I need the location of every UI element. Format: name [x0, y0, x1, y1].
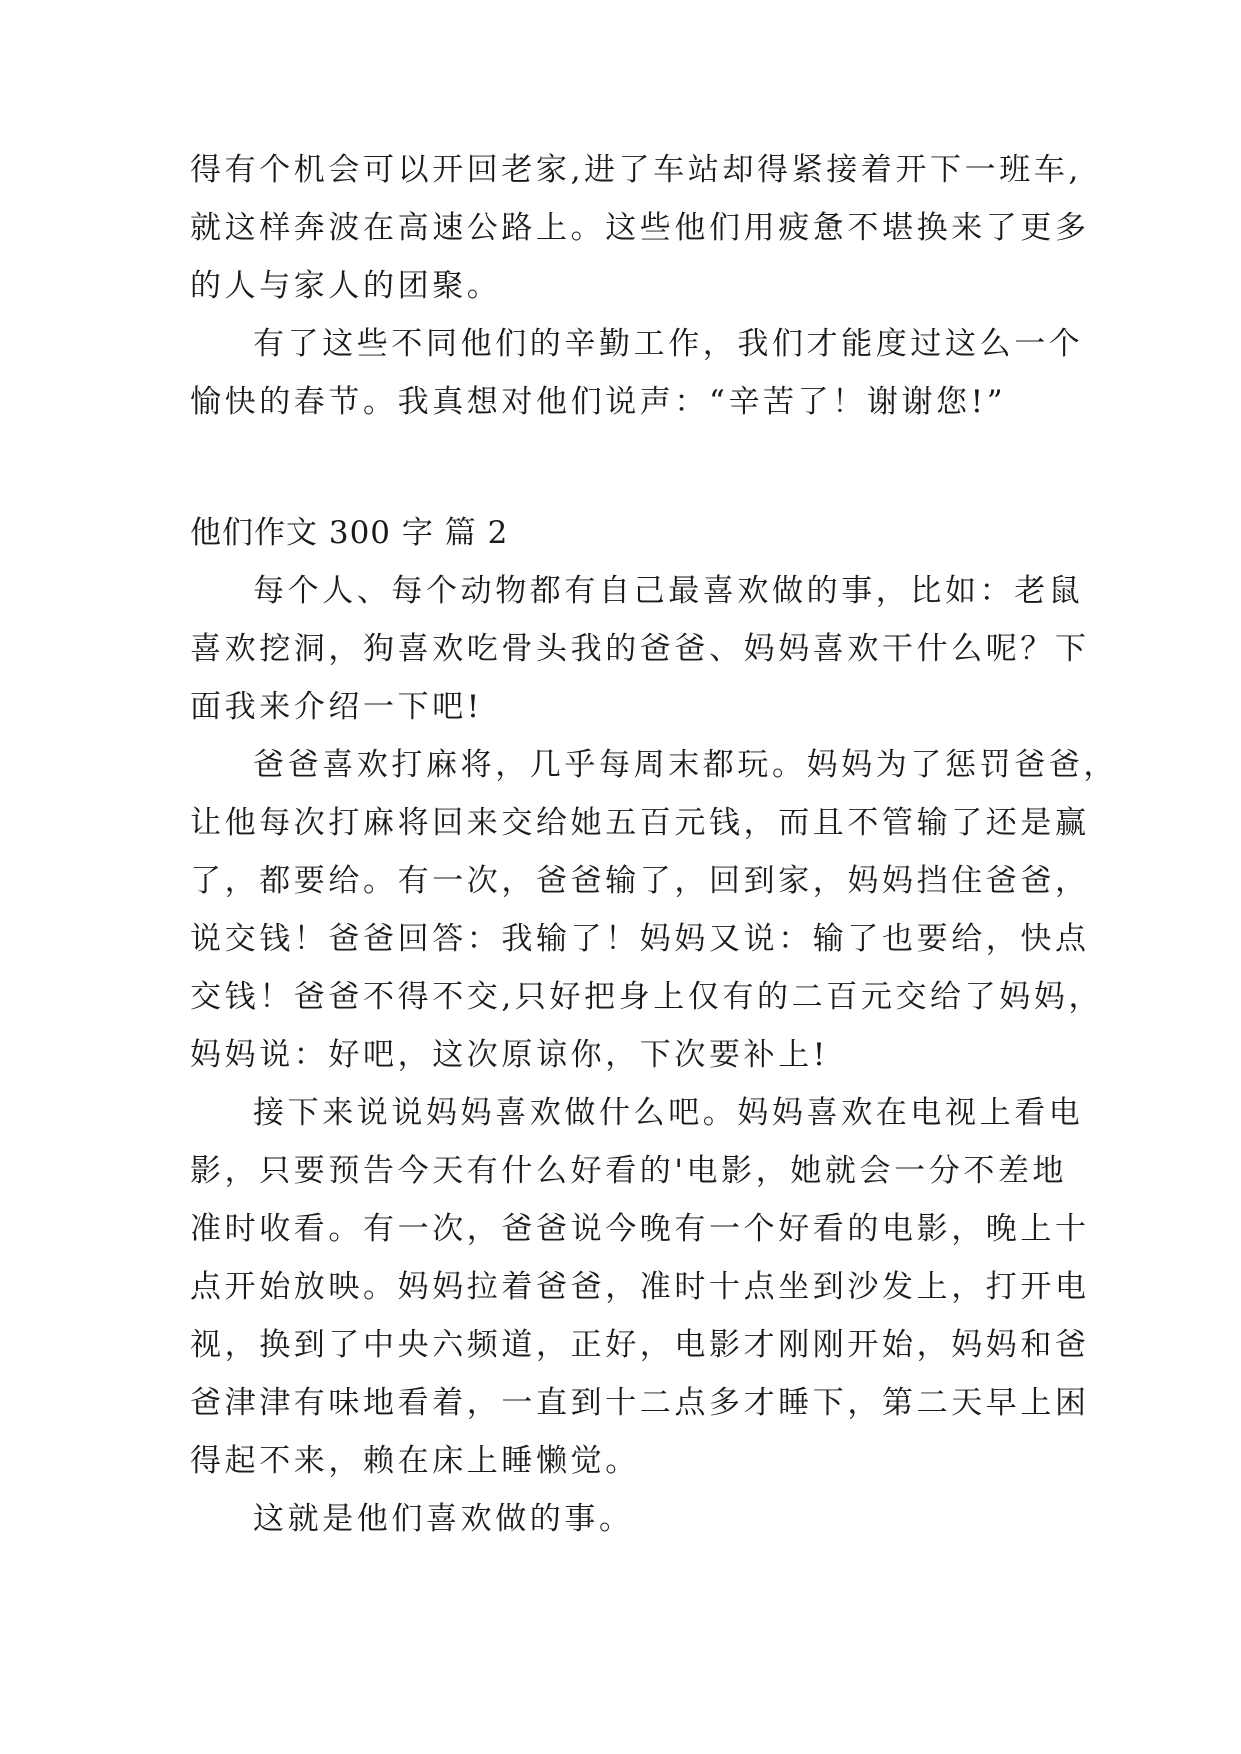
text-line: 愉快的春节。我真想对他们说声：“辛苦了！谢谢您!”: [190, 384, 1007, 420]
text-line: 得起不来，赖在床上睡懒觉。: [190, 1443, 640, 1479]
text-line: 妈妈说：好吧，这次原谅你，下次要补上!: [190, 1037, 829, 1073]
text-line: 爸爸喜欢打麻将，几乎每周末都玩。妈妈为了惩罚爸爸，: [253, 747, 1118, 783]
text-line: 有了这些不同他们的辛勤工作，我们才能度过这么一个: [253, 326, 1084, 362]
text-line: 这就是他们喜欢做的事。: [253, 1501, 634, 1537]
text-line: 了，都要给。有一次，爸爸输了，回到家，妈妈挡住爸爸，: [190, 863, 1090, 899]
text-line: 面我来介绍一下吧!: [190, 689, 483, 725]
text-line: 让他每次打麻将回来交给她五百元钱，而且不管输了还是赢: [190, 805, 1090, 841]
text-line: 的人与家人的团聚。: [190, 268, 502, 304]
text-line: 影，只要预告今天有什么好看的'电影，她就会一分不差地: [190, 1153, 1068, 1189]
text-line: 交钱！爸爸不得不交,只好把身上仅有的二百元交给了妈妈，: [190, 979, 1104, 1015]
section-heading: 他们作文 300 字 篇 2: [190, 515, 509, 551]
text-line: 每个人、每个动物都有自己最喜欢做的事，比如：老鼠: [253, 573, 1084, 609]
text-line: 准时收看。有一次，爸爸说今晚有一个好看的电影，晚上十: [190, 1211, 1090, 1247]
text-line: 就这样奔波在高速公路上。这些他们用疲惫不堪换来了更多: [190, 210, 1090, 246]
text-line: 点开始放映。妈妈拉着爸爸，准时十点坐到沙发上，打开电: [190, 1269, 1090, 1305]
text-line: 得有个机会可以开回老家,进了车站却得紧接着开下一班车,: [190, 152, 1082, 188]
text-line: 喜欢挖洞，狗喜欢吃骨头我的爸爸、妈妈喜欢干什么呢？下: [190, 631, 1090, 667]
text-line: 接下来说说妈妈喜欢做什么吧。妈妈喜欢在电视上看电: [253, 1095, 1084, 1131]
text-line: 说交钱！爸爸回答：我输了！妈妈又说：输了也要给，快点: [190, 921, 1090, 957]
text-line: 视，换到了中央六频道，正好，电影才刚刚开始，妈妈和爸: [190, 1327, 1090, 1363]
text-line: 爸津津有味地看着，一直到十二点多才睡下，第二天早上困: [190, 1385, 1090, 1421]
